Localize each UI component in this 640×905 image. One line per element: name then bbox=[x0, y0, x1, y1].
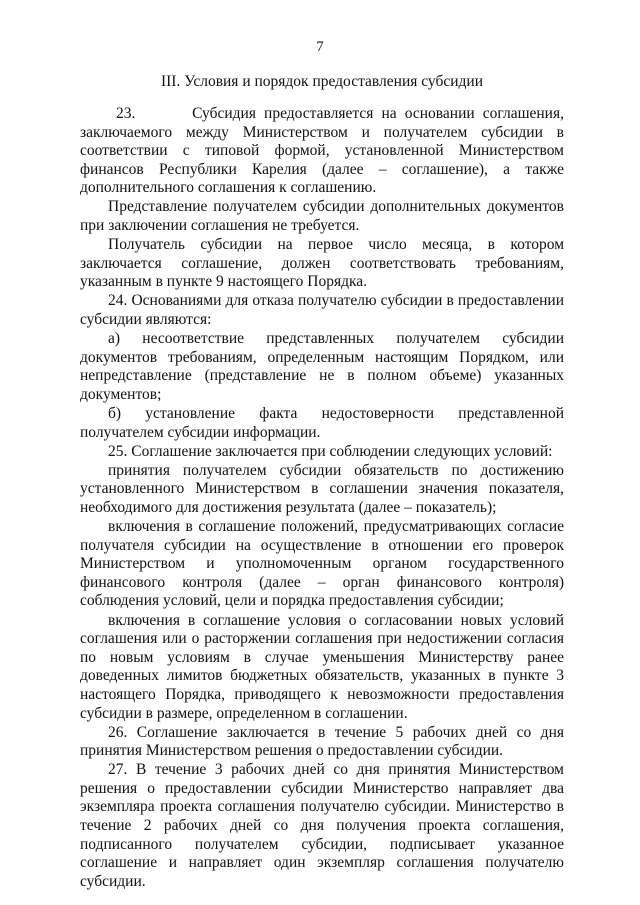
paragraph-24: 24. Основаниями для отказа получателю субсидии в предоставлении субсидии являются: bbox=[80, 292, 564, 329]
page-number: 7 bbox=[316, 39, 324, 55]
paragraph-23: 23. Субсидия предоставляется на основании соглашения, заключаемого между Министерством и получателем субсидии в соответствии с типовой формой, установленной Министерством финансов Республики Карелия (далее – соглашение), а также дополнительного соглашения к соглашению. bbox=[80, 105, 564, 197]
paragraph-25-condition-3: включения в соглашение условия о согласовании новых условий соглашения или о расторжении соглашения при недостижении согласия по новым условиям в случае уменьшения Министерству ранее доведенных лимитов бюджетных обязательств, указанных в пункте 3 настоящего Порядка, приводящего к невозможности предоставления субсидии в размере, определенном в соглашении. bbox=[80, 611, 564, 722]
paragraph-26: 26. Соглашение заключается в течение 5 рабочих дней со дня принятия Министерством решения о предоставлении субсидии. bbox=[80, 723, 564, 760]
paragraph-25-condition-1: принятия получателем субсидии обязательств по достижению установленного Министерством в соглашении значения показателя, необходимого для достижения результата (далее – показатель); bbox=[80, 461, 564, 516]
paragraph-25: 25. Соглашение заключается при соблюдении следующих условий: bbox=[108, 442, 553, 460]
paragraph-23-no-extra-docs: Представление получателем субсидии дополнительных документов при заключении соглашения не требуется. bbox=[80, 198, 564, 235]
paragraph-27: 27. В течение 3 рабочих дней со дня принятия Министерством решения о предоставлении субсидии Министерство направляет два экземпляра проекта соглашения получателю субсидии. Министерство в течение 2 рабочих дней со дня получения проекта соглашения, подписанного получателем субсидии, подписывает указанное соглашение и направляет один экземпляр соглашения получателю субсидии. bbox=[80, 761, 564, 890]
paragraph-24-item-a: а) несоответствие представленных получателем субсидии документов требованиям, определенным настоящим Порядком, или непредставление (представление не в полном объеме) указанных документов; bbox=[80, 330, 564, 403]
paragraph-24-item-b: б) установление факта недостоверности представленной получателем субсидии информации. bbox=[80, 405, 564, 441]
section-heading: III. Условия и порядок предоставления субсидии bbox=[160, 73, 483, 90]
paragraph-23-requirements: Получатель субсидии на первое число месяца, в котором заключается соглашение, должен соответствовать требованиям, указанным в пункте 9 настоящего Порядка. bbox=[80, 236, 564, 291]
paragraph-25-condition-2: включения в соглашение положений, предусматривающих согласие получателя субсидии на осуществление в отношении его проверок Министерством и уполномоченным органом государственного финансового контроля (далее – орган финансового контроля) соблюдения условий, цели и порядка предоставления субсидии; bbox=[80, 518, 564, 610]
document-body bbox=[80, 105, 564, 891]
